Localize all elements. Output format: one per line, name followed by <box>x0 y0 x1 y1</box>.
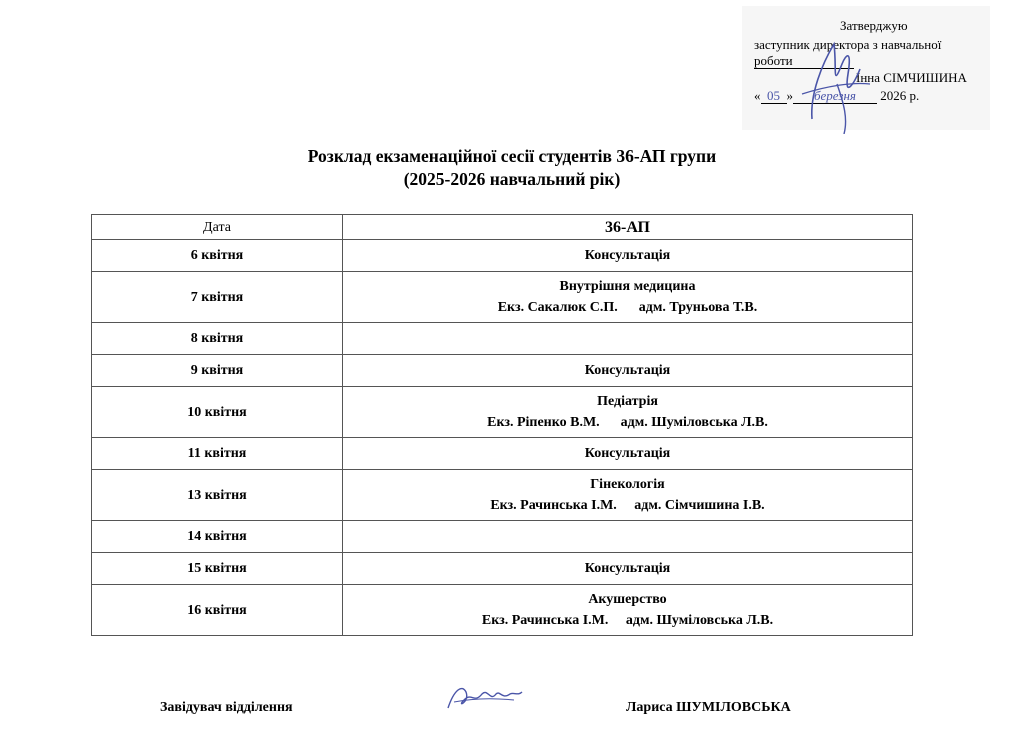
row-subject: Консультація <box>343 240 913 272</box>
row-subject: Консультація <box>343 355 913 387</box>
table-row <box>92 438 913 470</box>
row-subject: Акушерство Екз. Рачинська І.М. адм. Шуміловська Л.В. <box>343 585 913 636</box>
row-date: 15 квітня <box>92 553 343 585</box>
header-date: Дата <box>92 215 343 240</box>
row-date: 6 квітня <box>92 240 343 272</box>
table-row <box>92 240 913 272</box>
table-row <box>92 323 913 355</box>
row-date: 9 квітня <box>92 355 343 387</box>
row-date: 14 квітня <box>92 521 343 553</box>
approval-position: заступник директора з навчальної <box>754 37 942 52</box>
header-group: 36-АП <box>343 215 913 240</box>
row-date: 10 квітня <box>92 387 343 438</box>
row-subject <box>343 521 913 553</box>
row-date: 16 квітня <box>92 585 343 636</box>
approval-approve: Затверджую <box>840 18 908 33</box>
approval-position-cont: роботи <box>754 53 793 68</box>
row-date: 7 квітня <box>92 272 343 323</box>
row-subject: Консультація <box>343 553 913 585</box>
row-date: 11 квітня <box>92 438 343 470</box>
document-subtitle: (2025-2026 навчальний рік) <box>403 169 621 189</box>
row-date: 8 квітня <box>92 323 343 355</box>
exam-schedule-table <box>91 214 913 636</box>
deputy-signature-icon <box>782 24 872 134</box>
table-header-row <box>92 215 913 240</box>
approval-date: « 05 » березня 2026 р. <box>754 88 920 103</box>
row-subject: Внутрішня медицина Екз. Сакалюк С.П. адм. Труньова Т.В. <box>343 272 913 323</box>
document-title: Розклад екзаменаційної сесії студентів 36-АП групи <box>307 146 717 166</box>
table-row <box>92 387 913 438</box>
table-row <box>92 585 913 636</box>
approval-name: Інна СІМЧИШИНА <box>856 70 967 85</box>
row-subject: Педіатрія Екз. Ріпенко В.М. адм. Шуміловська Л.В. <box>343 387 913 438</box>
table-row <box>92 553 913 585</box>
table-row <box>92 272 913 323</box>
row-subject: Консультація <box>343 438 913 470</box>
table-row <box>92 355 913 387</box>
footer-position: Завідувач відділення <box>160 700 293 715</box>
row-subject <box>343 323 913 355</box>
table-row <box>92 521 913 553</box>
row-date: 13 квітня <box>92 470 343 521</box>
head-signature-icon <box>444 680 524 714</box>
footer-name: Лариса ШУМІЛОВСЬКА <box>626 700 791 715</box>
table-row <box>92 470 913 521</box>
row-subject: Гінекологія Екз. Рачинська І.М. адм. Сімчишина І.В. <box>343 470 913 521</box>
approval-block <box>742 6 990 130</box>
